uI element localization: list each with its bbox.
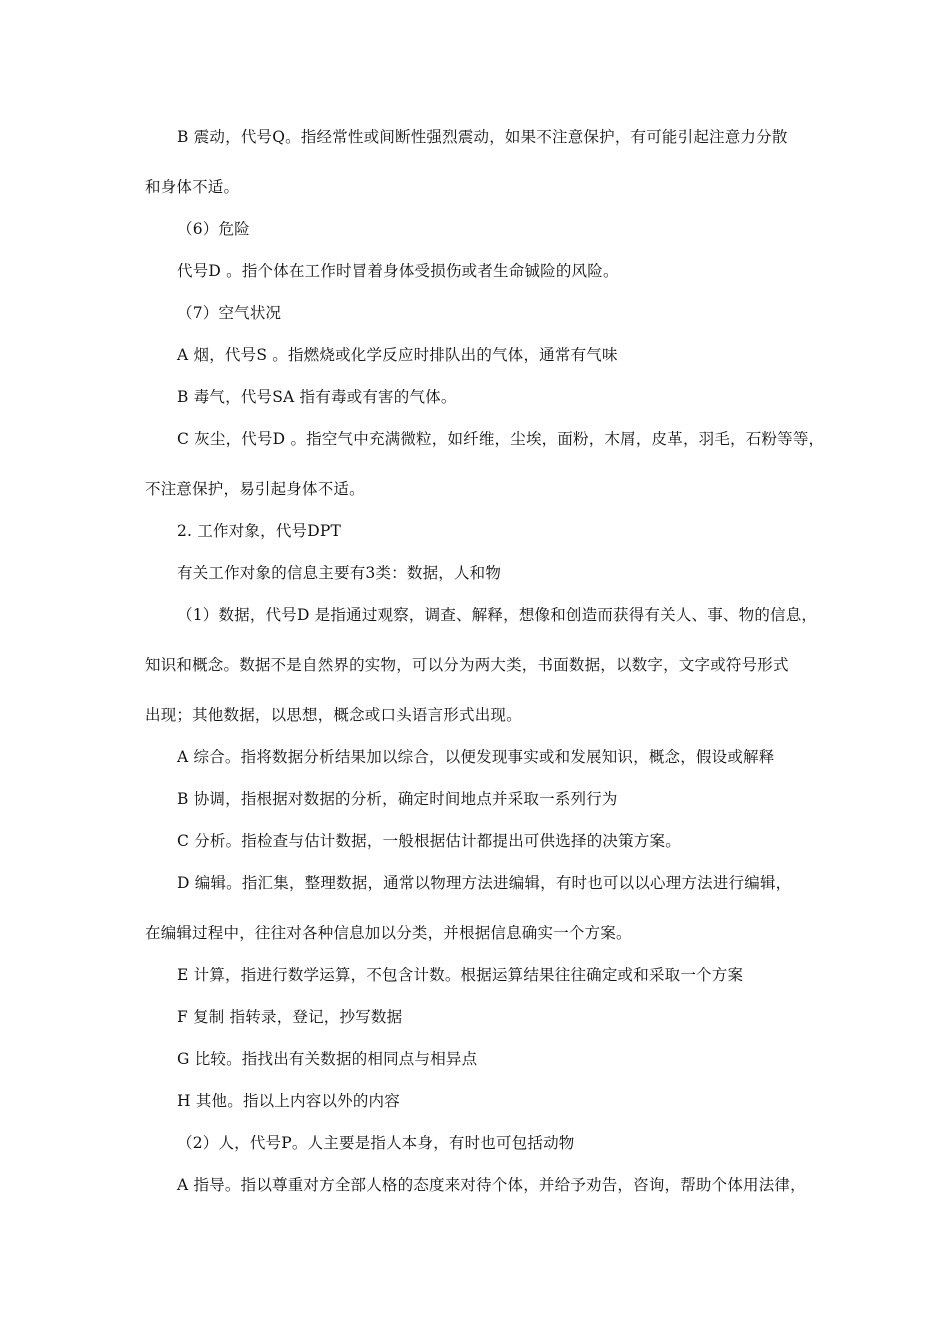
text-line: B 毒气，代号SA 指有毒或有害的气体。 [177, 388, 457, 406]
text-line: G 比较。指找出有关数据的相同点与相异点 [177, 1050, 478, 1068]
text-line: 不注意保护，易引起身体不适。 [145, 480, 365, 498]
text-line: 和身体不适。 [145, 178, 240, 196]
text-line: 在编辑过程中，往往对各种信息加以分类，并根据信息确实一个方案。 [145, 924, 632, 942]
text-line: B 协调，指根据对数据的分析，确定时间地点并采取一系列行为 [177, 790, 618, 808]
text-line: F 复制 指转录，登记，抄写数据 [177, 1008, 403, 1026]
text-line: 出现；其他数据，以思想，概念或口头语言形式出现。 [145, 706, 522, 724]
section-heading: 2. 工作对象，代号DPT [177, 522, 342, 540]
text-line: E 计算，指进行数学运算，不包含计数。根据运算结果往往确定或和采取一个方案 [177, 966, 744, 984]
text-line: （1）数据，代号D 是指通过观察，调查、解释，想像和创造而获得有关人、事、物的信息， [177, 606, 818, 624]
text-line: A 指导。指以尊重对方全部人格的态度来对待个体，并给予劝告，咨询，帮助个体用法律， [177, 1176, 806, 1194]
text-line: B 震动，代号Q。指经常性或间断性强烈震动，如果不注意保护，有可能引起注意力分散 [177, 128, 788, 146]
text-line: 知识和概念。数据不是自然界的实物，可以分为两大类，书面数据，以数字，文字或符号形式 [145, 656, 789, 674]
text-line: C 灰尘，代号D 。指空气中充满微粒，如纤维，尘埃，面粉，木屑，皮革，羽毛，石粉等等， [177, 430, 825, 448]
section-heading: （6）危险 [177, 220, 250, 238]
text-line: 代号D 。指个体在工作时冒着身体受损伤或者生命铖险的风险。 [177, 262, 619, 280]
section-heading: （7）空气状况 [177, 304, 282, 322]
text-line: A 烟，代号S 。指燃烧或化学反应时排队出的气体，通常有气味 [177, 346, 618, 364]
text-line: 有关工作对象的信息主要有3类：数据，人和物 [177, 564, 502, 582]
text-line: A 综合。指将数据分析结果加以综合，以便发现事实或和发展知识，概念，假设或解释 [177, 748, 775, 766]
text-line: D 编辑。指汇集，整理数据，通常以物理方法进编辑，有时也可以以心理方法进行编辑， [177, 874, 792, 892]
text-line: C 分析。指检查与估计数据，一般根据估计都提出可供选择的决策方案。 [177, 832, 681, 850]
text-line: H 其他。指以上内容以外的内容 [177, 1092, 400, 1110]
text-line: （2）人，代号P。人主要是指人本身，有时也可包括动物 [177, 1134, 575, 1152]
